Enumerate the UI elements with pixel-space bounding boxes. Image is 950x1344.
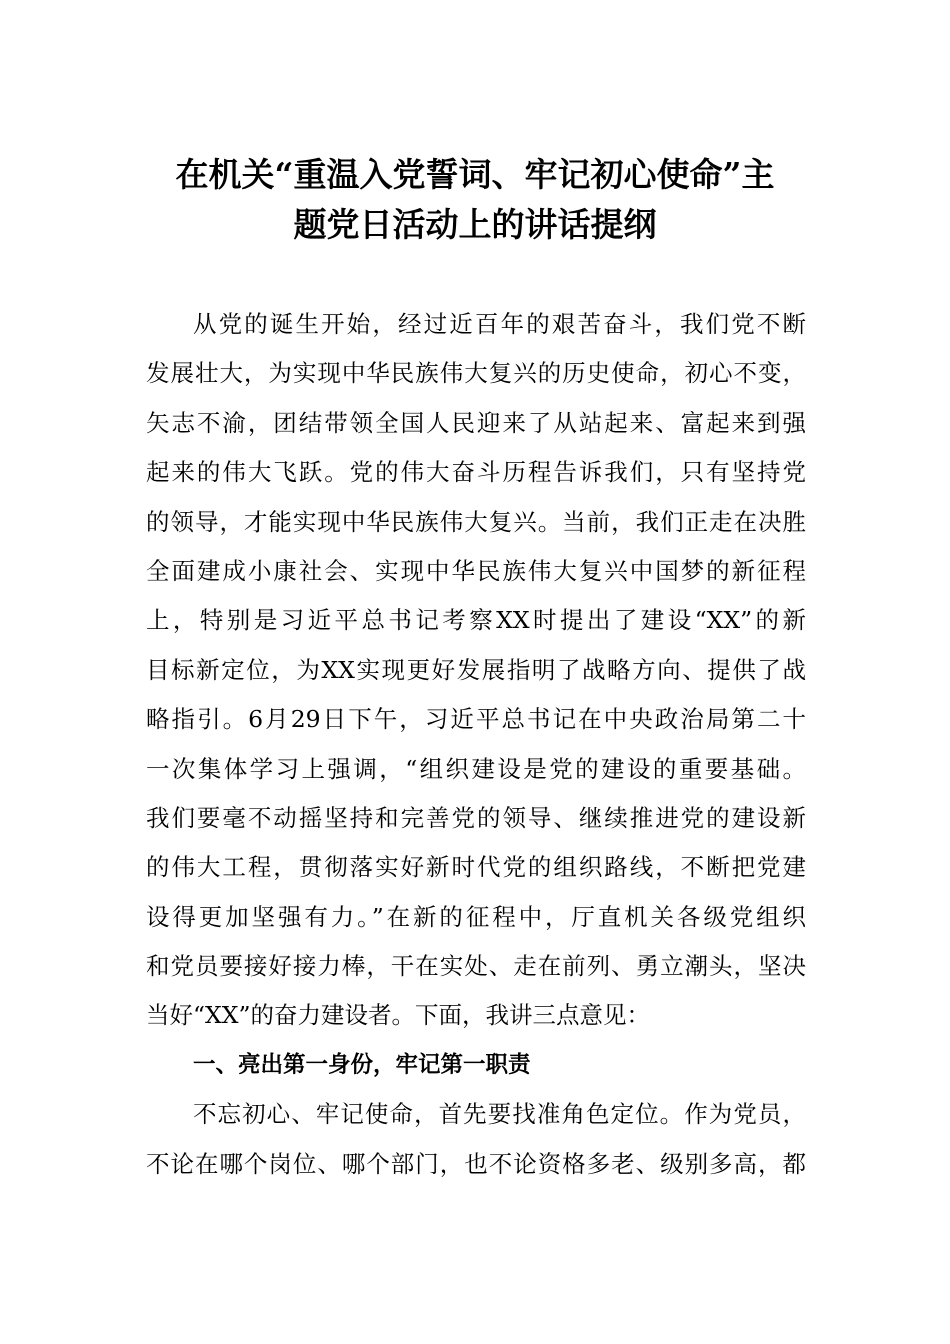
text-line: 我们要毫不动摇坚持和完善党的领导、继续推进党的建设新 xyxy=(146,803,806,832)
text-line: 不论在哪个岗位、哪个部门，也不论资格多老、级别多高，都 xyxy=(146,1149,806,1178)
text-line: 的领导，才能实现中华民族伟大复兴。当前，我们正走在决胜 xyxy=(146,507,806,536)
title-line-1: 在机关“重温入党誓词、牢记初心使命”主 xyxy=(175,155,775,194)
document-body xyxy=(146,300,806,1189)
paragraph-1 xyxy=(146,300,806,1041)
text-line: 从党的诞生开始，经过近百年的艰苦奋斗，我们党不断 xyxy=(193,310,806,338)
text-line: 略指引。6月29日下午，习近平总书记在中央政治局第二十 xyxy=(146,705,806,734)
text-line: 设得更加坚强有力。”在新的征程中，厅直机关各级党组织 xyxy=(146,902,806,931)
document-title xyxy=(120,150,830,250)
text-line: 当好“XX”的奋力建设者。下面，我讲三点意见： xyxy=(146,1001,650,1030)
text-line: 的伟大工程，贯彻落实好新时代党的组织路线，不断把党建 xyxy=(146,853,806,882)
text-line: 矢志不渝，团结带领全国人民迎来了从站起来、富起来到强 xyxy=(146,408,806,437)
text-line: 起来的伟大飞跃。党的伟大奋斗历程告诉我们，只有坚持党 xyxy=(146,458,806,487)
text-line: 不忘初心、牢记使命，首先要找准角色定位。作为党员， xyxy=(193,1100,806,1129)
text-line: 和党员要接好接力棒，干在实处、走在前列、勇立潮头，坚决 xyxy=(146,952,806,981)
text-line: 发展壮大，为实现中华民族伟大复兴的历史使命，初心不变， xyxy=(146,359,806,388)
paragraph-2 xyxy=(146,1090,806,1189)
text-line: 目标新定位，为XX实现更好发展指明了战略方向、提供了战 xyxy=(146,655,806,684)
title-line-2: 题党日活动上的讲话提纲 xyxy=(293,205,657,244)
text-line: 一次集体学习上强调，“组织建设是党的建设的重要基础。 xyxy=(146,754,806,783)
text-line: 全面建成小康社会、实现中华民族伟大复兴中国梦的新征程 xyxy=(146,556,806,585)
section-heading-1: 一、亮出第一身份，牢记第一职责 xyxy=(193,1051,531,1078)
text-line: 上，特别是习近平总书记考察XX时提出了建设“XX”的新 xyxy=(146,606,806,635)
